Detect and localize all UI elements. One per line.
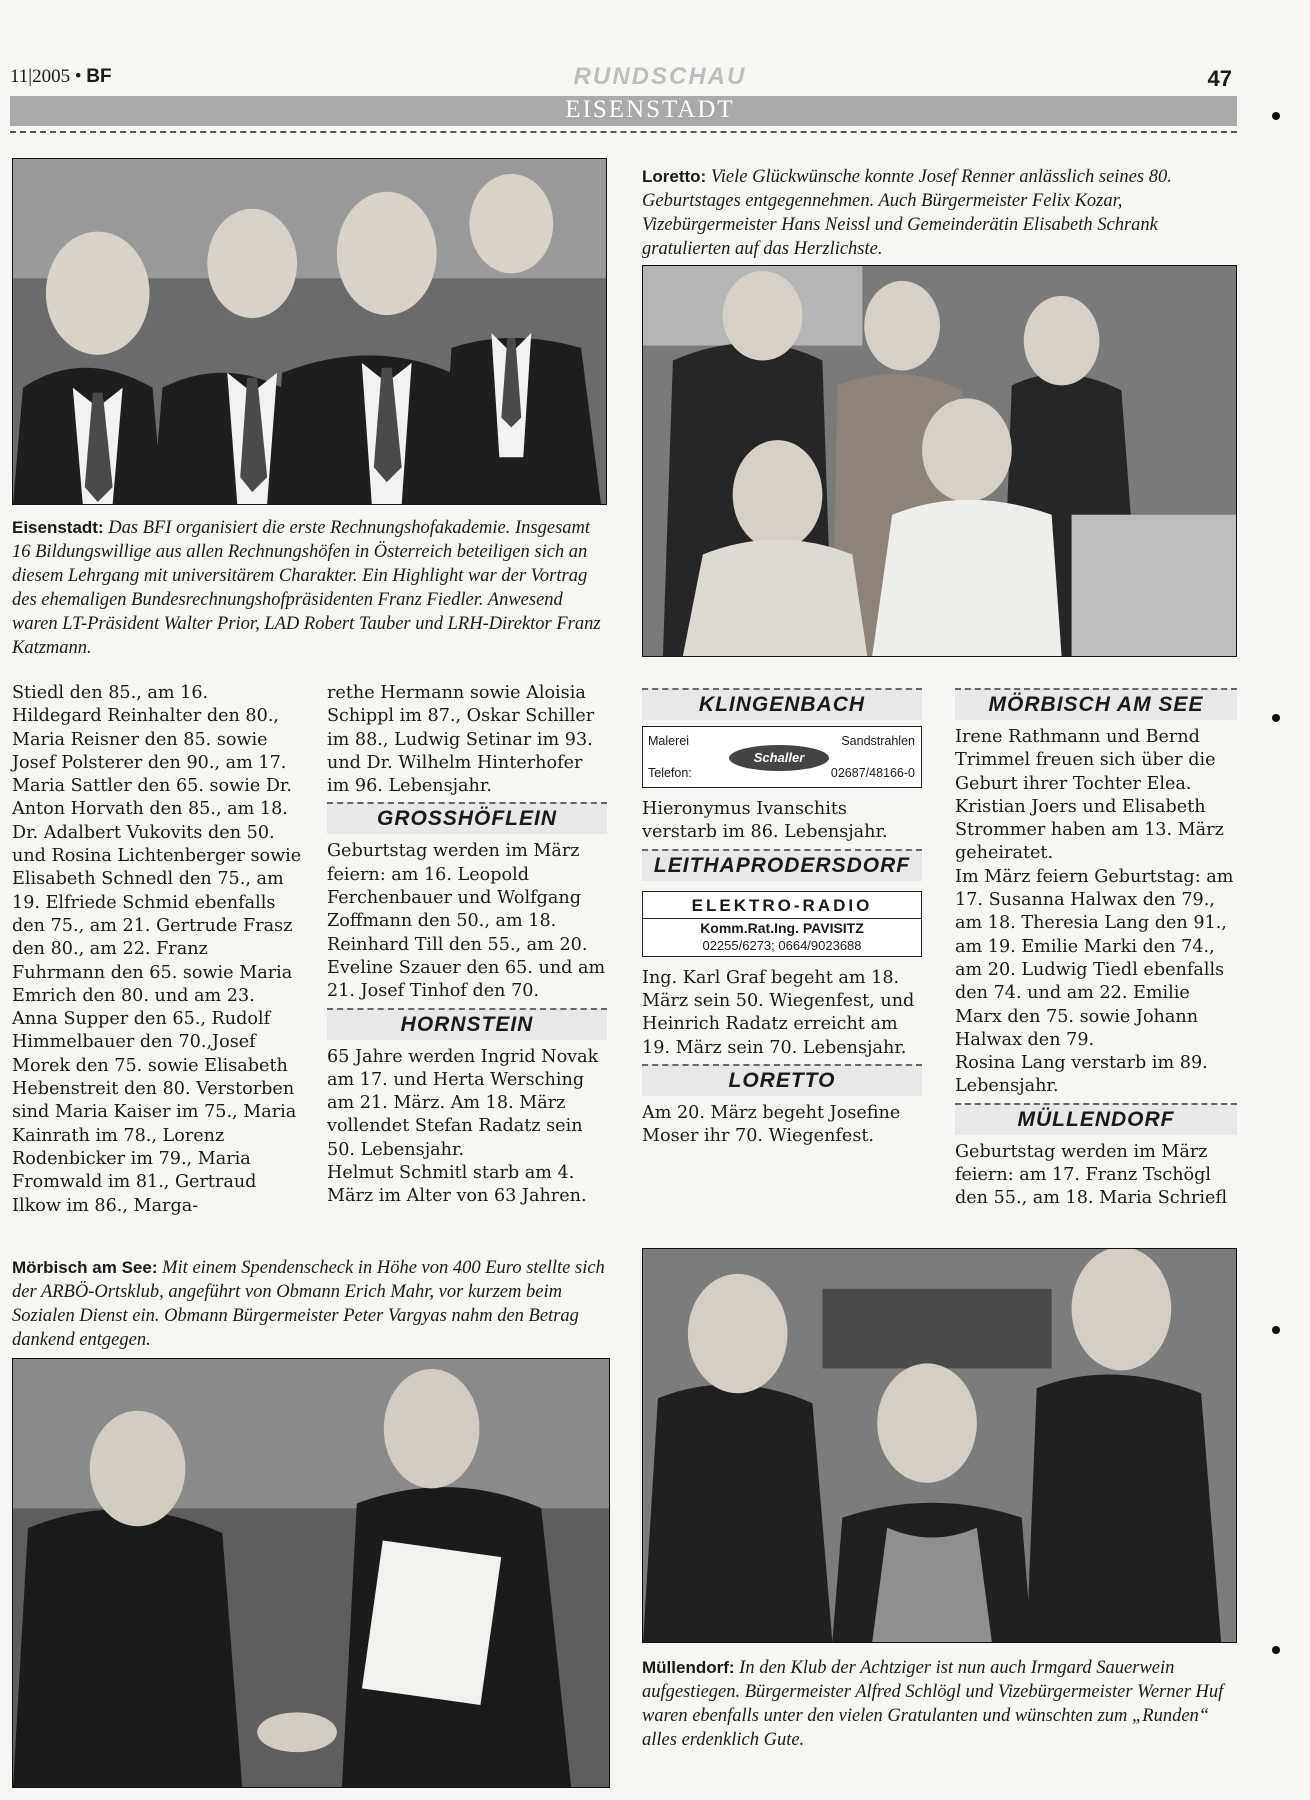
- margin-mark: [1272, 1646, 1280, 1654]
- photo-moerbisch-illustration: [13, 1359, 609, 1787]
- heading-leithaprodersdorf: LEITHAPRODERSDORF: [642, 849, 922, 881]
- photo-muellendorf: [642, 1248, 1237, 1643]
- margin-mark: [1272, 714, 1280, 722]
- text-moerbisch-death: Rosina Lang verstarb im 89. Lebensjahr.: [955, 1053, 1208, 1097]
- text-leithaprodersdorf: Ing. Karl Graf begeht am 18. März sein 50. Wiegenfest, und Heinrich Radatz erreicht am 19. März sein 70. Lebensjahr.: [642, 967, 915, 1058]
- ad-schaller-telefon: 02687/48166-0: [830, 765, 915, 780]
- ad-elektro-radio-title: ELEKTRO-RADIO: [643, 894, 921, 919]
- text-muellendorf: Geburtstag werden im März feiern: am 17. Franz Tschögl den 55., am 18. Maria Schriefl: [955, 1141, 1228, 1209]
- text-loretto: Am 20. März begeht Josefine Moser ihr 70. Wiegenfest.: [642, 1103, 901, 1147]
- heading-muellendorf: MÜLLENDORF: [955, 1103, 1237, 1135]
- text-moerbisch: Irene Rathmann und Bernd Trimmel freuen sich über die Geburt ihrer Tochter Elea. Kristian Joers und Elisabeth Strommer haben am 13. März geheiratet.: [955, 727, 1224, 864]
- photo-muellendorf-illustration: [643, 1249, 1236, 1642]
- section-title: RUNDSCHAU: [573, 63, 747, 90]
- ad-elektro-radio: [642, 891, 922, 957]
- caption-eisenstadt-place: Eisenstadt:: [12, 518, 104, 537]
- heading-loretto: LORETTO: [642, 1064, 922, 1096]
- ad-elektro-radio-phone: 02255/6273; 0664/9023688: [702, 937, 862, 953]
- issue-number: 11|2005: [10, 66, 71, 87]
- photo-loretto-illustration: [643, 266, 1236, 656]
- heading-moerbisch: MÖRBISCH AM SEE: [955, 688, 1237, 720]
- brand-name: BF: [86, 66, 112, 87]
- photo-loretto-birthday: [642, 265, 1237, 657]
- header-divider: [10, 131, 1237, 133]
- caption-moerbisch-text: Mit einem Spendenscheck in Höhe von 400 Euro stellte sich der ARBÖ-Ortsklub, angeführt von Obmann Erich Mahr, vor kurzem beim Sozialen Dienst ein. Obmann Bürgermeister Peter Vargyas nahm den Betrag dankend entgegen.: [12, 1258, 605, 1350]
- text-grosshoeflein: Geburtstag werden im März feiern: am 16. Leopold Ferchenbauer und Wolfgang Zoffmann den 50., am 18. Reinhard Till den 55., am 20. Eveline Szauer den 65. und am 21. Josef Tinhof den 70.: [327, 841, 606, 1002]
- text-klingenbach: Hieronymus Ivanschits verstarb im 86. Lebensjahr.: [642, 799, 888, 843]
- photo-eisenstadt-group: [12, 158, 607, 505]
- ad-schaller: [642, 726, 922, 788]
- caption-eisenstadt: [12, 516, 607, 660]
- region-title: EISENSTADT: [565, 96, 735, 123]
- ad-schaller-sandstrahlen: Sandstrahlen: [841, 734, 915, 748]
- caption-loretto-place: Loretto:: [642, 167, 707, 186]
- photo-moerbisch-cheque: [12, 1358, 610, 1788]
- ad-schaller-logo: Schaller: [729, 745, 829, 771]
- issue-separator: •: [74, 66, 82, 87]
- caption-eisenstadt-text: Das BFI organisiert die erste Rechnungshofakademie. Insgesamt 16 Bildungswillige aus allen Rechnungshöfen in Österreich beteiligen sich an diesem Lehrgang mit universitärem Charakter. Ein Highlight war der Vortrag des ehemaligen Bundesrechnungshofpräsidenten Franz Fiedler. Anwesend waren LT-Präsident Walter Prior, LAD Robert Tauber und LRH-Direktor Franz Katzmann.: [12, 518, 601, 658]
- text-hornstein: 65 Jahre werden Ingrid Novak am 17. und Herta Wersching am 21. März. Am 18. März vollendet Stefan Radatz sein 50. Lebensjahr.: [327, 1046, 599, 1160]
- ad-schaller-malerei: Malerei: [648, 734, 689, 748]
- heading-klingenbach: KLINGENBACH: [642, 688, 922, 720]
- text-hornstein-death: Helmut Schmitl starb am 4. März im Alter von 63 Jahren.: [327, 1163, 587, 1207]
- caption-muellendorf-text: In den Klub der Achtziger ist nun auch Irmgard Sauerwein aufgestiegen. Bürgermeister Alfred Schlögl und Vizebürgermeister Werner Huf waren ebenfalls unter den vielen Gratulanten und wünschten zum „Runden“ alles erdenklich Gute.: [642, 1658, 1224, 1750]
- caption-moerbisch-place: Mörbisch am See:: [12, 1258, 158, 1277]
- heading-hornstein: HORNSTEIN: [327, 1008, 607, 1040]
- column-2: [327, 682, 607, 1209]
- text-moerbisch-birthdays: Im März feiern Geburtstag: am 17. Susanna Halwax den 79., am 18. Theresia Lang den 91., am 19. Emilie Marki den 74., am 20. Ludwig Tiedl ebenfalls den 74. und am 22. Emilie Marx den 75. sowie Johann Halwax den 79.: [955, 866, 1234, 1050]
- ad-schaller-telefon-label: Telefon:: [648, 765, 692, 780]
- column-1: [12, 682, 302, 1218]
- caption-muellendorf: [642, 1656, 1237, 1752]
- page-number: 47: [1207, 66, 1232, 91]
- caption-muellendorf-place: Müllendorf:: [642, 1658, 735, 1677]
- caption-loretto: [642, 165, 1237, 261]
- caption-loretto-text: Viele Glückwünsche konnte Josef Renner anlässlich seines 80. Geburtstages entgegennehmen. Auch Bürgermeister Felix Kozar, Vizebürgermeister Hans Neissl und Gemeinderätin Elisabeth Schrank gratulierten auf das Herzlichste.: [642, 167, 1172, 259]
- heading-grosshoeflein: GROSSHÖFLEIN: [327, 802, 607, 834]
- ad-elektro-radio-name: Komm.Rat.Ing. PAVISITZ: [700, 919, 864, 936]
- margin-mark: [1272, 1326, 1280, 1334]
- caption-moerbisch: [12, 1256, 612, 1352]
- issue-line: [10, 66, 112, 88]
- column-2-intro: rethe Hermann sowie Aloisia Schippl im 87., Oskar Schiller im 88., Ludwig Setinar im 93. und Dr. Wilhelm Hinterhofer im 96. Lebensjahr.: [327, 683, 595, 797]
- column-1-text: Stiedl den 85., am 16. Hildegard Reinhalter den 80., Maria Reisner den 85. sowie Josef Polsterer den 90., am 17. Maria Sattler den 65. sowie Dr. Anton Horvath den 85., am 18. Dr. Adalbert Vukovits den 50. und Rosina Lichtenberger sowie Elisabeth Schnedl den 75., am 19. Elfriede Schmid ebenfalls den 75., am 21. Gertrude Frasz den 80., am 22. Franz Fuhrmann den 65. sowie Maria Emrich den 80. und am 23. Anna Supper den 65., Rudolf Himmelbauer den 70.,Josef Morek den 75. sowie Elisabeth Hebenstreit den 80. Verstorben sind Maria Kaiser im 75., Maria Kainrath im 78., Lorenz Rodenbicker im 79., Maria Fromwald im 81., Gertraud Ilkow im 86., Marga-: [12, 683, 302, 1216]
- column-3: [642, 688, 922, 1149]
- column-4: [955, 688, 1237, 1211]
- photo-eisenstadt-illustration: [13, 159, 606, 504]
- margin-mark: [1272, 112, 1280, 120]
